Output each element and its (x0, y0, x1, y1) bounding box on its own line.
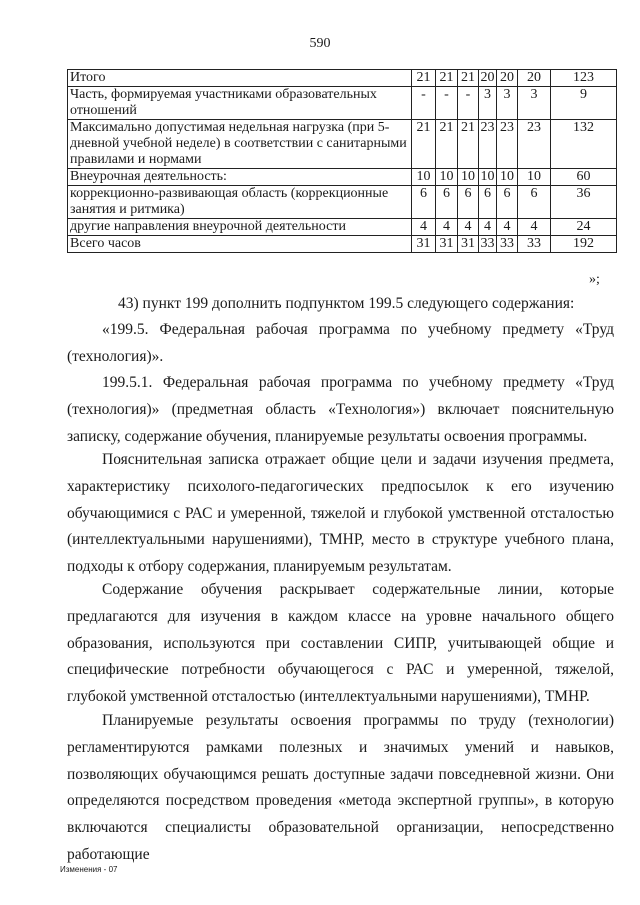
total-cell: 36 (551, 186, 617, 219)
value-cell: 20 (497, 70, 518, 87)
table-row (68, 169, 617, 186)
value-cell: 10 (436, 169, 458, 186)
value-cell: 21 (436, 70, 458, 87)
value-cell: 4 (436, 219, 458, 236)
paragraph-planned-results: Планируемые результаты освоения программы по труду (технологии) регламентируются рамками полезных и значимых умений и навыков, позволяющих обучающимся решать доступные задачи повседневной жизни. Они определяются посредством проведения «метода экспертной группы», в которую включаются специалисты образовательной организации, непосредственно работающие (67, 712, 614, 863)
value-cell: 31 (412, 236, 436, 253)
value-cell: 21 (436, 120, 458, 169)
value-cell: 4 (518, 219, 551, 236)
paragraph-content: Содержание обучения раскрывает содержательные линии, которые предлагаются для изучения в каждом классе на уровне начального общего образования, используются при составлении СИПР, учитывающей общие и специфические потребности обучающегося с РАС и умеренной, тяжелой, глубокой умственной отсталостью (интеллектуальными нарушениями), ТМНР. (67, 581, 614, 706)
table-row (68, 87, 617, 120)
total-cell: 24 (551, 219, 617, 236)
value-cell: 21 (412, 70, 436, 87)
paragraph-199-5-1: 199.5.1. Федеральная рабочая программа по учебному предмету «Труд (технология)» (предметная область «Технология») включает пояснительную записку, содержание обучения, планируемые результаты освоения программы. (67, 374, 614, 445)
table-row (68, 219, 617, 236)
total-cell: 123 (551, 70, 617, 87)
total-cell: 60 (551, 169, 617, 186)
value-cell: 33 (497, 236, 518, 253)
curriculum-table (67, 69, 617, 253)
value-cell: 4 (412, 219, 436, 236)
value-cell: 33 (480, 236, 495, 251)
page-number: 590 (309, 36, 331, 51)
value-cell: 10 (458, 169, 479, 186)
total-cell: 132 (551, 120, 617, 169)
value-cell: 21 (412, 120, 436, 169)
value-cell: 3 (497, 87, 518, 120)
value-cell: 10 (497, 169, 518, 186)
value-cell: 6 (497, 186, 518, 219)
value-cell: 6 (436, 186, 458, 219)
table-row (68, 236, 617, 253)
row-label: Часть, формируемая участниками образовательных отношений (68, 87, 412, 120)
total-cell: 192 (551, 236, 617, 253)
value-cell: - (412, 87, 436, 120)
row-label: Максимально допустимая недельная нагрузка (при 5-дневной учебной неделе) в соответствии с санитарными правилами и нормами (68, 120, 412, 169)
value-cell: 6 (518, 186, 551, 219)
value-cell: 31 (458, 236, 479, 253)
value-cell: 23 (479, 120, 497, 169)
value-cell: 21 (458, 70, 479, 87)
paragraph-quote-199-5: «199.5. Федеральная рабочая программа по учебному предмету «Труд (технология)». (67, 321, 614, 365)
closing-quote: »; (589, 272, 600, 287)
row-label: Внеурочная деятельность: (68, 169, 412, 186)
value-cell: 3 (479, 87, 497, 120)
paragraph-item-43: 43) пункт 199 дополнить подпунктом 199.5 следующего содержания: (118, 295, 575, 312)
value-cell: 33 (518, 236, 551, 253)
value-cell: 23 (518, 120, 551, 169)
footer-note: Изменения - 07 (60, 865, 118, 874)
value-cell: 3 (518, 87, 551, 120)
value-cell: - (436, 87, 458, 120)
table-row (68, 120, 617, 169)
value-cell: 6 (458, 186, 479, 219)
value-cell: 23 (497, 120, 518, 169)
total-cell: 9 (551, 87, 617, 120)
table-row (68, 186, 617, 219)
value-cell: 4 (458, 219, 479, 236)
value-cell: 31 (436, 236, 458, 253)
value-cell: 4 (479, 219, 497, 236)
row-label: Итого (68, 70, 412, 87)
value-cell: 10 (518, 169, 551, 186)
value-cell: 21 (458, 120, 479, 169)
value-cell: 4 (497, 219, 518, 236)
value-cell: 10 (412, 169, 436, 186)
value-cell: 6 (479, 186, 497, 219)
row-label: коррекционно-развивающая область (коррекционные занятия и ритмика) (68, 186, 412, 219)
value-cell: 6 (412, 186, 436, 219)
paragraph-explanatory-note: Пояснительная записка отражает общие цели и задачи изучения предмета, характеристику психолого-педагогических предпосылок к его изучению обучающимися с РАС и умеренной, тяжелой и глубокой умственной отсталостью (интеллектуальными нарушениями), ТМНР, место в структуре учебного плана, подходы к отбору содержания, планируемым результатам. (67, 451, 614, 576)
row-label: другие направления внеурочной деятельности (68, 219, 412, 236)
value-cell: - (458, 87, 479, 120)
value-cell: 10 (480, 169, 495, 184)
value-cell: 20 (518, 70, 551, 87)
table-row (68, 70, 617, 87)
value-cell: 20 (480, 70, 495, 85)
row-label: Всего часов (68, 236, 412, 253)
